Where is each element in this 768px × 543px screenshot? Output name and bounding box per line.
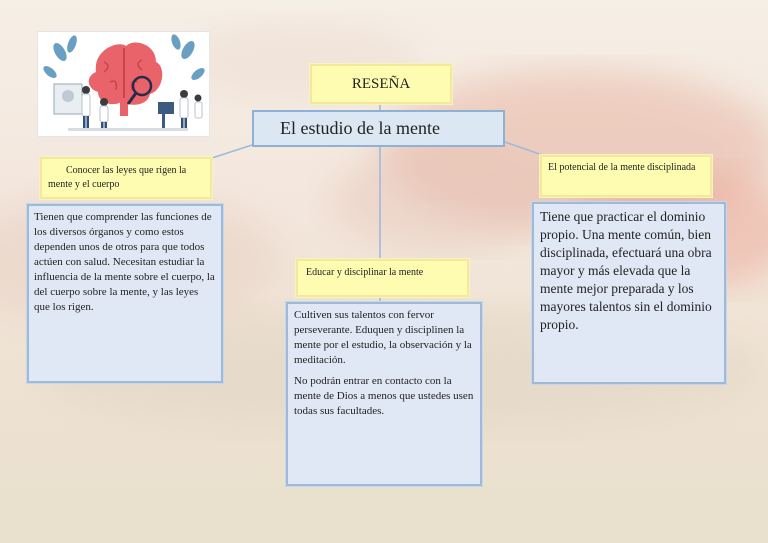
branch-1-body-box: [27, 204, 223, 383]
branch-3-heading: El potencial de la mente disciplinada: [548, 162, 696, 173]
resena-label-box: [310, 64, 452, 104]
branch-2-heading: Educar y disciplinar la mente: [306, 267, 424, 278]
branch-1-heading: Conocer las leyes que rigen la mente y el cuerpo: [48, 165, 187, 190]
branch-3-body-box: [532, 202, 726, 384]
branch-2-text-1: Cultiven sus talentos con fervor perseverante. Eduquen y disciplinen la mente por el estudio, la observación y la meditación.: [294, 309, 472, 366]
branch-2-body-box: [286, 302, 482, 486]
main-title: El estudio de la mente: [280, 118, 440, 138]
branch-3-heading-box: [540, 155, 712, 197]
branch-2-text-2: No podrán entrar en contacto con la mente de Dios a menos que ustedes usen todas sus facultades.: [294, 375, 474, 417]
branch-3-text: Tiene que practicar el dominio propio. Una mente común, bien disciplinada, efectuará una obra mayor y más elevada que la mente mejor preparada y los mayores talentos sin el dominio propio.: [540, 209, 712, 332]
branch-1-heading-box: [40, 157, 212, 199]
resena-label: RESEÑA: [351, 75, 411, 92]
main-title-box: [252, 110, 505, 147]
branch-2-heading-box: [296, 259, 469, 297]
branch-1-text: Tienen que comprender las funciones de los diversos órganos y como estos dependen unos de otros para que todos actúen con salud. Necesitan estudiar la influencia de la mente sobre el cuerpo, la del cuerpo sobre la mente, y las leyes que los rigen.: [34, 211, 215, 313]
